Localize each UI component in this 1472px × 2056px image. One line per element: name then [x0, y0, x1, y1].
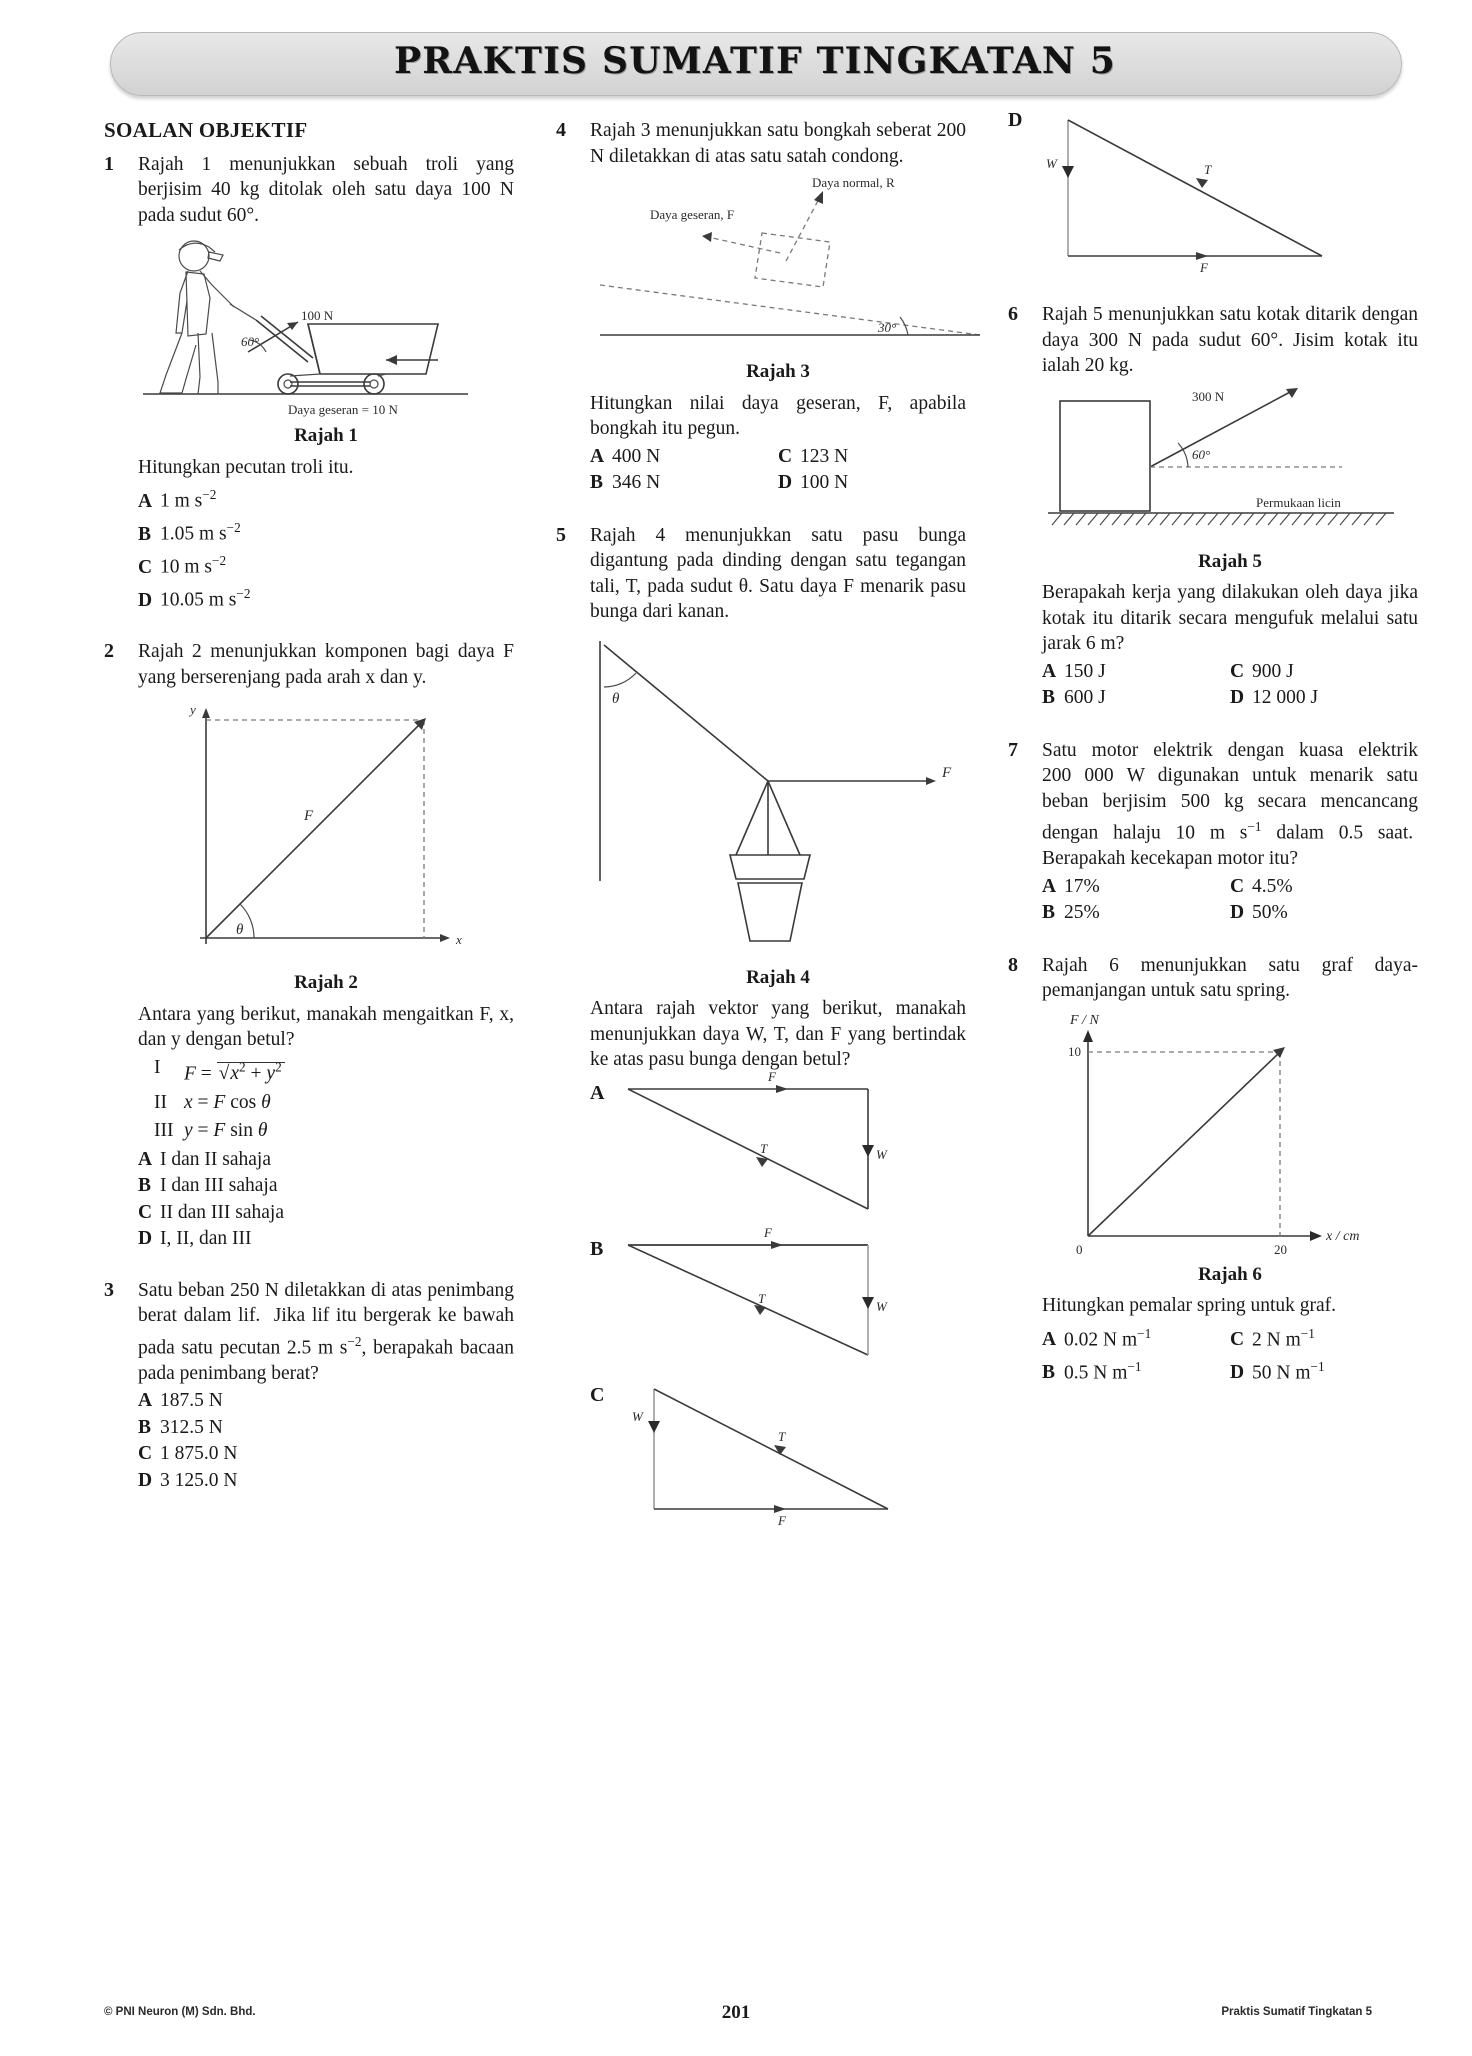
- option-c[interactable]: [1230, 874, 1418, 900]
- column-3: [1008, 109, 1418, 1393]
- question-number: 3: [104, 1278, 114, 1301]
- axis-label-y: y: [190, 702, 196, 717]
- force-label-300n: 300 N: [1192, 388, 1225, 404]
- column-2: [556, 118, 966, 1537]
- question-prompt: Hitungkan nilai daya geseran, F, apabila bongkah itu pegun.: [590, 392, 966, 439]
- vector-option-d[interactable]: [1008, 109, 1418, 280]
- vector-option-a[interactable]: [590, 1068, 966, 1229]
- option-d[interactable]: [1230, 900, 1418, 926]
- option-b[interactable]: [590, 470, 778, 496]
- option-d[interactable]: [1230, 685, 1418, 711]
- page-title: PRAKTIS SUMATIF TINGKATAN 5: [393, 40, 1116, 82]
- options-list: [138, 1388, 514, 1493]
- friction-label: Daya geseran = 10 N: [288, 402, 398, 417]
- option-letter: C: [1230, 660, 1245, 682]
- option-letter: D: [1230, 902, 1245, 923]
- section-heading: SOALAN OBJEKTIF: [104, 118, 308, 142]
- option-text: II dan III sahaja: [160, 1201, 284, 1223]
- question-2: [104, 639, 514, 1252]
- footer-page-number: 201: [721, 2002, 751, 2023]
- figure-caption: Rajah 1: [294, 425, 358, 446]
- option-letter: B: [138, 523, 152, 545]
- question-number: 5: [556, 523, 566, 546]
- option-b[interactable]: [138, 1415, 514, 1441]
- option-text: 10 m $s^{-2}$: [160, 553, 227, 578]
- option-letter: D: [138, 1228, 153, 1249]
- vector-label-t: T: [758, 1290, 766, 1306]
- option-letter: C: [1230, 875, 1245, 897]
- option-text: 1 m $s^{-2}$: [160, 487, 217, 512]
- chart-y-tick-10: 10: [1068, 1043, 1081, 1059]
- question-prompt: Antara rajah vektor yang berikut, manakah menunjukkan daya W, T, dan F yang bertindak ke atas pasu bunga dengan betul?: [590, 998, 966, 1070]
- option-letter: C: [138, 1201, 153, 1223]
- option-letter: A: [1042, 1329, 1057, 1350]
- option-letter: B: [1042, 1362, 1056, 1383]
- angle-label-60: 60°: [241, 334, 260, 349]
- question-number: 7: [1008, 738, 1018, 761]
- roman-number: III: [154, 1120, 174, 1141]
- question-text: Rajah 4 menunjukkan satu pasu bunga digantung pada dinding dengan satu tegangan tali, T, pada sudut θ. Satu daya F menarik pasu bunga dari kanan.: [590, 524, 966, 622]
- option-a[interactable]: [590, 444, 778, 470]
- footer-copyright: © PNI Neuron (M) Sdn. Bhd.: [104, 2006, 256, 2018]
- option-c[interactable]: [1230, 1321, 1418, 1353]
- figure-rajah-2: [138, 696, 514, 966]
- question-4: [556, 118, 966, 497]
- question-prompt: Hitungkan pecutan troli itu.: [138, 456, 354, 478]
- roman-text: $F = √x^2 + y^2$: [184, 1055, 285, 1087]
- options-list: [1042, 1321, 1418, 1387]
- option-letter: A: [590, 445, 605, 467]
- option-b[interactable]: [138, 515, 514, 547]
- force-label-f: F: [942, 764, 952, 781]
- figure-rajah-5: [1042, 385, 1418, 545]
- option-text: 2 N $m^{-1}$: [1252, 1325, 1315, 1350]
- question-number: 2: [104, 640, 114, 662]
- question-text: Satu beban 250 N diletakkan di atas penimbang berat dalam lif. Jika lif itu bergerak ke bawah pada satu pecutan 2.5 m $s^{-2}$, berapakah bacaan pada penimbang berat?: [138, 1279, 514, 1384]
- option-a[interactable]: [138, 1147, 514, 1173]
- question-number: 1: [104, 152, 114, 175]
- option-text: 400 N: [612, 445, 661, 467]
- question-1: [104, 152, 514, 614]
- option-letter: D: [1008, 109, 1023, 131]
- option-letter: B: [590, 472, 604, 493]
- option-letter: A: [138, 1390, 153, 1411]
- figure-caption: Rajah 5: [1198, 550, 1262, 572]
- option-letter: A: [1042, 660, 1057, 682]
- roman-item-1: [154, 1055, 514, 1087]
- option-letter: A: [590, 1081, 605, 1104]
- angle-label-60: 60°: [1192, 446, 1211, 462]
- question-prompt: Hitungkan pemalar spring untuk graf.: [1042, 1295, 1337, 1316]
- option-text: 346 N: [612, 472, 661, 493]
- roman-item-2: [154, 1090, 514, 1116]
- figure-caption: Rajah 4: [746, 966, 810, 988]
- vector-label-w: W: [876, 1146, 887, 1162]
- figure-rajah-4: [590, 631, 966, 961]
- option-text: I dan III sahaja: [160, 1175, 278, 1196]
- option-d[interactable]: [138, 1468, 514, 1494]
- option-text: 12 000 J: [1252, 687, 1319, 708]
- option-text: 100 N: [800, 472, 849, 493]
- vector-label-t: T: [1204, 162, 1212, 177]
- option-letter: D: [1230, 687, 1245, 708]
- option-c[interactable]: [138, 548, 514, 580]
- page-footer: [0, 2002, 1472, 2046]
- axis-label-x: x: [456, 932, 462, 947]
- option-text: 900 J: [1252, 660, 1294, 682]
- option-b[interactable]: [1042, 1354, 1230, 1386]
- option-text: 0.02 N $m^{-1}$: [1064, 1325, 1152, 1350]
- option-letter: B: [1042, 687, 1056, 708]
- option-c[interactable]: [138, 1200, 514, 1226]
- question-prompt: Berapakah kerja yang dilakukan oleh daya jika kotak itu ditarik secara mengufuk melalui satu jarak 6 m?: [1042, 582, 1418, 654]
- option-a[interactable]: [1042, 874, 1230, 900]
- option-text: 600 J: [1064, 687, 1106, 708]
- vector-option-b[interactable]: [590, 1224, 966, 1375]
- figure-caption: Rajah 6: [1198, 1263, 1262, 1285]
- option-a[interactable]: [1042, 1321, 1230, 1353]
- question-text: Rajah 5 menunjukkan satu kotak ditarik dengan daya 300 N pada sudut 60°. Jisim kotak itu ialah 20 kg.: [1042, 304, 1418, 376]
- question-number: 4: [556, 119, 566, 141]
- option-letter: D: [778, 472, 793, 493]
- option-b[interactable]: [138, 1173, 514, 1199]
- option-letter: C: [590, 1383, 605, 1406]
- option-text: I, II, dan III: [160, 1228, 252, 1249]
- roman-number: I: [154, 1056, 161, 1078]
- force-label-100n: 100 N: [301, 308, 334, 323]
- option-letter: D: [138, 589, 153, 611]
- option-d[interactable]: [778, 470, 966, 496]
- vector-label-w: W: [876, 1298, 887, 1314]
- option-text: 25%: [1064, 902, 1100, 923]
- question-text: Rajah 6 menunjukkan satu graf daya-pemanjangan untuk satu spring.: [1042, 954, 1418, 1001]
- question-3: [104, 1278, 514, 1494]
- chart-rajah-6: [1042, 1010, 1418, 1258]
- option-text: 50 N $m^{-1}$: [1252, 1358, 1325, 1383]
- option-text: 123 N: [800, 445, 849, 467]
- force-label-f: F: [304, 808, 314, 824]
- option-text: 3 125.0 N: [160, 1469, 238, 1491]
- figure-rajah-3: [590, 175, 966, 355]
- option-text: 312.5 N: [160, 1416, 223, 1438]
- angle-label-30: 30°: [878, 320, 897, 335]
- options-list: [1042, 659, 1418, 712]
- option-a[interactable]: [138, 1388, 514, 1414]
- option-d[interactable]: [138, 1226, 514, 1252]
- vector-label-t: T: [760, 1140, 768, 1156]
- vector-label-w: W: [1046, 156, 1057, 171]
- surface-label: Permukaan licin: [1256, 494, 1341, 510]
- option-c[interactable]: [1230, 659, 1418, 685]
- vector-option-c[interactable]: [590, 1381, 966, 1531]
- option-letter: A: [1042, 875, 1057, 897]
- option-letter: A: [138, 490, 153, 512]
- figure-rajah-1: [138, 234, 514, 419]
- option-letter: B: [138, 1416, 152, 1438]
- question-prompt: Antara yang berikut, manakah mengaitkan F, x, dan y dengan betul?: [138, 1003, 514, 1050]
- roman-number: II: [154, 1091, 167, 1113]
- column-1: [104, 118, 514, 1499]
- option-text: 4.5%: [1252, 875, 1293, 897]
- option-text: 0.5 N $m^{-1}$: [1064, 1358, 1142, 1383]
- options-list: [138, 482, 514, 613]
- chart-x-tick-20: 20: [1274, 1241, 1287, 1257]
- friction-force-label: Daya geseran, F: [650, 207, 735, 222]
- option-b[interactable]: [1042, 685, 1230, 711]
- option-a[interactable]: [1042, 659, 1230, 685]
- roman-statements: [154, 1055, 514, 1144]
- chart-origin-label: 0: [1076, 1241, 1083, 1257]
- question-number: 6: [1008, 303, 1018, 325]
- option-d[interactable]: [1230, 1354, 1418, 1386]
- figure-caption: Rajah 3: [746, 361, 810, 382]
- question-text: Satu motor elektrik dengan kuasa elektrik 200 000 W digunakan untuk menarik satu beban berjisim 500 kg secara mencancang dengan halaju 10 m $s^{-1}$ dalam 0.5 saat. Berapakah kecekapan motor itu?: [1042, 739, 1418, 869]
- option-text: I dan II sahaja: [160, 1148, 271, 1170]
- roman-text: x = F cos θ: [184, 1091, 271, 1113]
- option-c[interactable]: [138, 1441, 514, 1467]
- option-letter: B: [1042, 902, 1056, 923]
- roman-item-3: [154, 1118, 514, 1144]
- question-6: [1008, 302, 1418, 712]
- normal-force-label: Daya normal, R: [812, 175, 895, 190]
- option-a[interactable]: [138, 482, 514, 514]
- angle-label-theta: θ: [612, 690, 620, 707]
- vector-label-t: T: [778, 1428, 786, 1444]
- option-letter: B: [590, 1237, 604, 1260]
- question-text: Rajah 1 menunjukkan sebuah troli yang berjisim 40 kg ditolak oleh satu daya 100 N pada sudut 60°.: [138, 153, 514, 226]
- option-letter: B: [138, 1175, 152, 1196]
- options-list: [1042, 874, 1418, 927]
- option-text: 1.05 m $s^{-2}$: [160, 520, 241, 545]
- question-7: [1008, 738, 1418, 927]
- question-8: [1008, 953, 1418, 1387]
- option-text: 1 875.0 N: [160, 1443, 238, 1464]
- option-letter: A: [138, 1148, 153, 1170]
- option-c[interactable]: [778, 444, 966, 470]
- option-text: 17%: [1064, 875, 1100, 897]
- vector-label-f: F: [778, 1512, 786, 1528]
- figure-caption: Rajah 2: [294, 972, 358, 993]
- option-letter: C: [138, 1443, 153, 1464]
- question-5: [556, 523, 966, 1531]
- vector-label-f: F: [1200, 260, 1208, 275]
- chart-x-axis-label: x / cm: [1326, 1228, 1360, 1244]
- vector-label-f: F: [768, 1068, 776, 1084]
- option-text: 187.5 N: [160, 1390, 223, 1411]
- vector-label-f: F: [764, 1224, 772, 1240]
- option-letter: C: [1230, 1329, 1245, 1350]
- options-list: [590, 444, 966, 497]
- options-list: [138, 1147, 514, 1252]
- option-b[interactable]: [1042, 900, 1230, 926]
- angle-label-theta: θ: [236, 922, 244, 938]
- question-text: Rajah 3 menunjukkan satu bongkah seberat 200 N diletakkan di atas satu satah condong.: [590, 120, 966, 167]
- option-letter: D: [1230, 1362, 1245, 1383]
- option-text: 10.05 m $s^{-2}$: [160, 586, 251, 611]
- roman-text: y = F sin θ: [184, 1120, 268, 1141]
- option-letter: D: [138, 1469, 153, 1491]
- chart-y-axis-label: F / N: [1070, 1012, 1099, 1028]
- option-letter: C: [778, 445, 793, 467]
- option-text: 50%: [1252, 902, 1288, 923]
- footer-section-name: Praktis Sumatif Tingkatan 5: [1221, 2006, 1372, 2018]
- option-text: 150 J: [1064, 660, 1106, 682]
- option-d[interactable]: [138, 581, 514, 613]
- vector-label-w: W: [632, 1408, 643, 1424]
- question-number: 8: [1008, 953, 1018, 976]
- option-letter: C: [138, 556, 153, 578]
- question-text: Rajah 2 menunjukkan komponen bagi daya F yang berserenjang pada arah x dan y.: [138, 641, 514, 688]
